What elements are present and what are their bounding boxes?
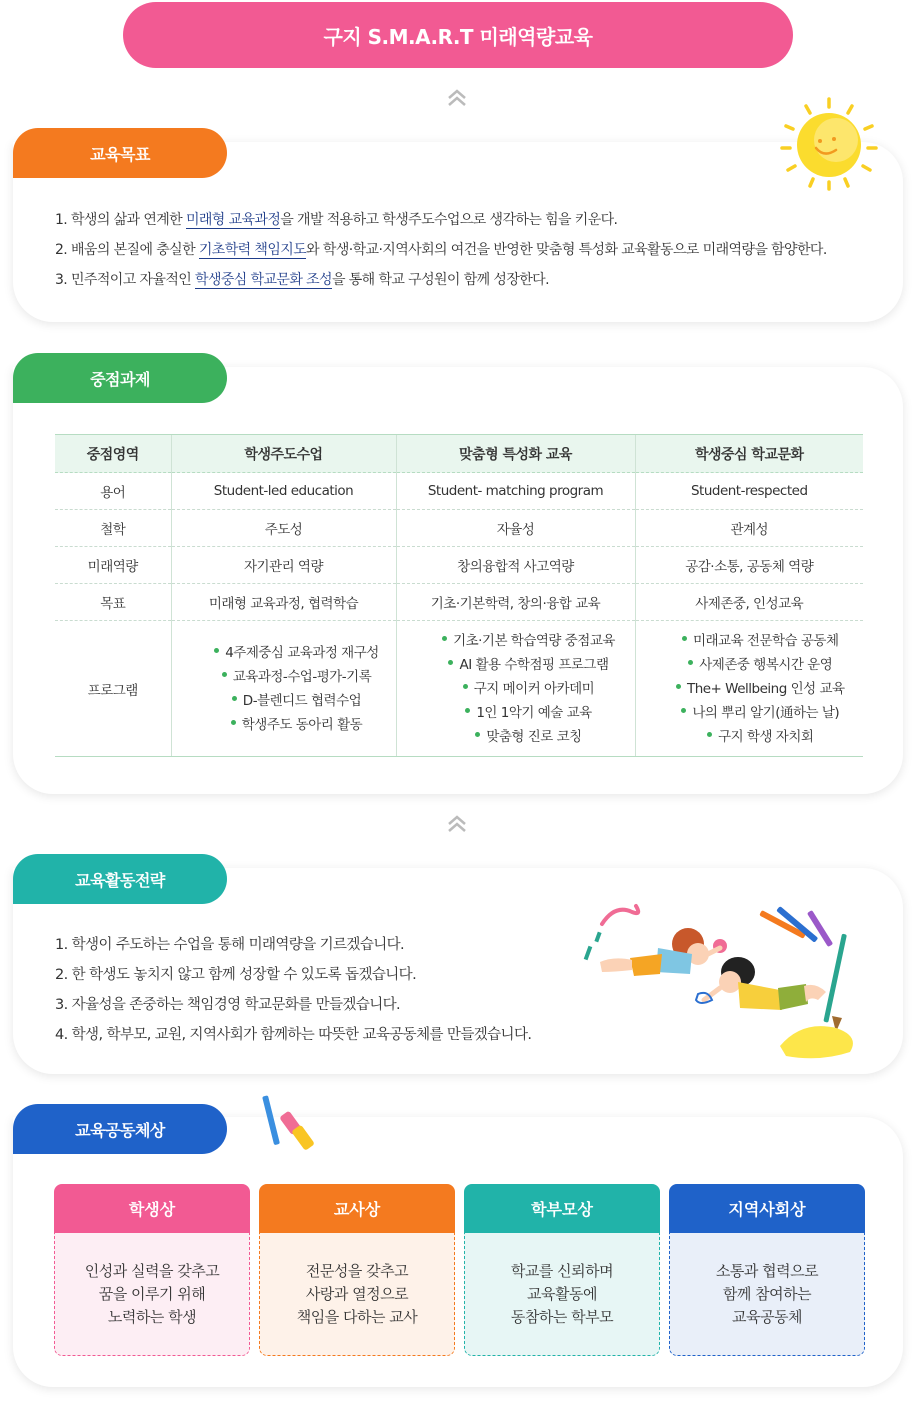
table-cell: 용어 xyxy=(55,473,171,510)
goal-item: 1. 학생의 삶과 연계한 미래형 교육과정을 개발 적용하고 학생주도수업으로 생각하는 힘을 키운다. xyxy=(55,212,618,228)
list-item: 구지 학생 자치회 xyxy=(658,725,864,749)
kids-painting-illustration xyxy=(580,896,865,1061)
table-cell: Student-respected xyxy=(635,473,863,510)
community-tab: 교육공동체상 xyxy=(13,1104,227,1154)
table-cell: 사제존중, 인성교육 xyxy=(635,584,863,621)
table-row xyxy=(55,547,863,584)
table-cell: 주도성 xyxy=(171,510,396,547)
list-item: 1인 1악기 예술 교육 xyxy=(423,701,635,725)
table-cell: Student- matching program xyxy=(396,473,635,510)
page-title: 구지 S.M.A.R.T 미래역량교육 xyxy=(123,2,793,68)
table-cell: 창의융합적 사고역량 xyxy=(396,547,635,584)
table-row-program xyxy=(55,621,863,757)
strategy-tab: 교육활동전략 xyxy=(13,854,227,904)
table-row xyxy=(55,584,863,621)
table-cell: 자율성 xyxy=(396,510,635,547)
community-box-body: 전문성을 갖추고 사랑과 열정으로 책임을 다하는 교사 xyxy=(259,1233,455,1356)
program-list xyxy=(635,621,863,757)
program-list xyxy=(171,621,396,757)
list-item: AI 활용 수학점핑 프로그램 xyxy=(423,653,635,677)
table-cell: 프로그램 xyxy=(55,621,171,757)
list-item: 구지 메이커 아카데미 xyxy=(423,677,635,701)
table-cell: 자기관리 역량 xyxy=(171,547,396,584)
community-box-teacher xyxy=(259,1184,455,1356)
community-box-region xyxy=(669,1184,865,1356)
strategy-item: 4. 학생, 학부모, 교원, 지역사회가 함께하는 따뜻한 교육공동체를 만들겠습니다. xyxy=(55,1027,532,1043)
list-item: 사제존중 행복시간 운영 xyxy=(658,653,864,677)
table-cell: 미래역량 xyxy=(55,547,171,584)
list-item: 기초·기본 학습역량 중점교육 xyxy=(423,629,635,653)
sun-illustration xyxy=(776,96,882,192)
community-box-title: 지역사회상 xyxy=(669,1184,865,1233)
table-header: 학생주도수업 xyxy=(171,435,396,473)
list-item: The+ Wellbeing 인성 교육 xyxy=(658,677,864,701)
list-item: 교육과정-수업-평가-기록 xyxy=(198,665,396,689)
chevron-up-icon xyxy=(446,88,468,108)
chevron-up-icon xyxy=(446,814,468,834)
list-item: 4주제중심 교육과정 재구성 xyxy=(198,641,396,665)
strategy-item: 1. 학생이 주도하는 수업을 통해 미래역량을 기르겠습니다. xyxy=(55,937,405,953)
focus-tab: 중점과제 xyxy=(13,353,227,403)
list-item: 맞춤형 진로 코칭 xyxy=(423,725,635,749)
community-box-body: 인성과 실력을 갖추고 꿈을 이루기 위해 노력하는 학생 xyxy=(54,1233,250,1356)
strategy-item: 2. 한 학생도 놓치지 않고 함께 성장할 수 있도록 돕겠습니다. xyxy=(55,967,417,983)
strategy-list xyxy=(55,930,531,1050)
table-cell: 기초·기본학력, 창의·융합 교육 xyxy=(396,584,635,621)
table-cell: 목표 xyxy=(55,584,171,621)
table-header-row xyxy=(55,435,863,473)
list-item: 나의 뿌리 알기(通하는 날) xyxy=(658,701,864,725)
table-cell: 미래형 교육과정, 협력학습 xyxy=(171,584,396,621)
table-row xyxy=(55,473,863,510)
community-box-title: 학부모상 xyxy=(464,1184,660,1233)
community-box-title: 학생상 xyxy=(54,1184,250,1233)
table-row xyxy=(55,510,863,547)
table-cell: 공감·소통, 공동체 역량 xyxy=(635,547,863,584)
community-box-parent xyxy=(464,1184,660,1356)
goals-tab: 교육목표 xyxy=(13,128,227,178)
strategy-item: 3. 자율성을 존중하는 책임경영 학교문화를 만들겠습니다. xyxy=(55,997,401,1013)
table-cell: 관계성 xyxy=(635,510,863,547)
community-box-title: 교사상 xyxy=(259,1184,455,1233)
community-box-body: 학교를 신뢰하며 교육활동에 동참하는 학부모 xyxy=(464,1233,660,1356)
table-cell: 철학 xyxy=(55,510,171,547)
community-box-body: 소통과 협력으로 함께 참여하는 교육공동체 xyxy=(669,1233,865,1356)
list-item: 미래교육 전문학습 공동체 xyxy=(658,629,864,653)
table-header: 중점영역 xyxy=(55,435,171,473)
goal-item: 2. 배움의 본질에 충실한 기초학력 책임지도와 학생·학교·지역사회의 여건을 반영한 맞춤형 특성화 교육활동으로 미래역량을 함양한다. xyxy=(55,242,827,258)
focus-table xyxy=(55,434,863,757)
crayons-illustration xyxy=(254,1092,324,1162)
goals-list xyxy=(55,205,827,295)
table-header: 학생중심 학교문화 xyxy=(635,435,863,473)
goal-item: 3. 민주적이고 자율적인 학생중심 학교문화 조성을 통해 학교 구성원이 함께 성장한다. xyxy=(55,272,549,288)
table-header: 맞춤형 특성화 교육 xyxy=(396,435,635,473)
program-list xyxy=(396,621,635,757)
list-item: D-블렌디드 협력수업 xyxy=(198,689,396,713)
list-item: 학생주도 동아리 활동 xyxy=(198,713,396,737)
community-box-student xyxy=(54,1184,250,1356)
table-cell: Student-led education xyxy=(171,473,396,510)
